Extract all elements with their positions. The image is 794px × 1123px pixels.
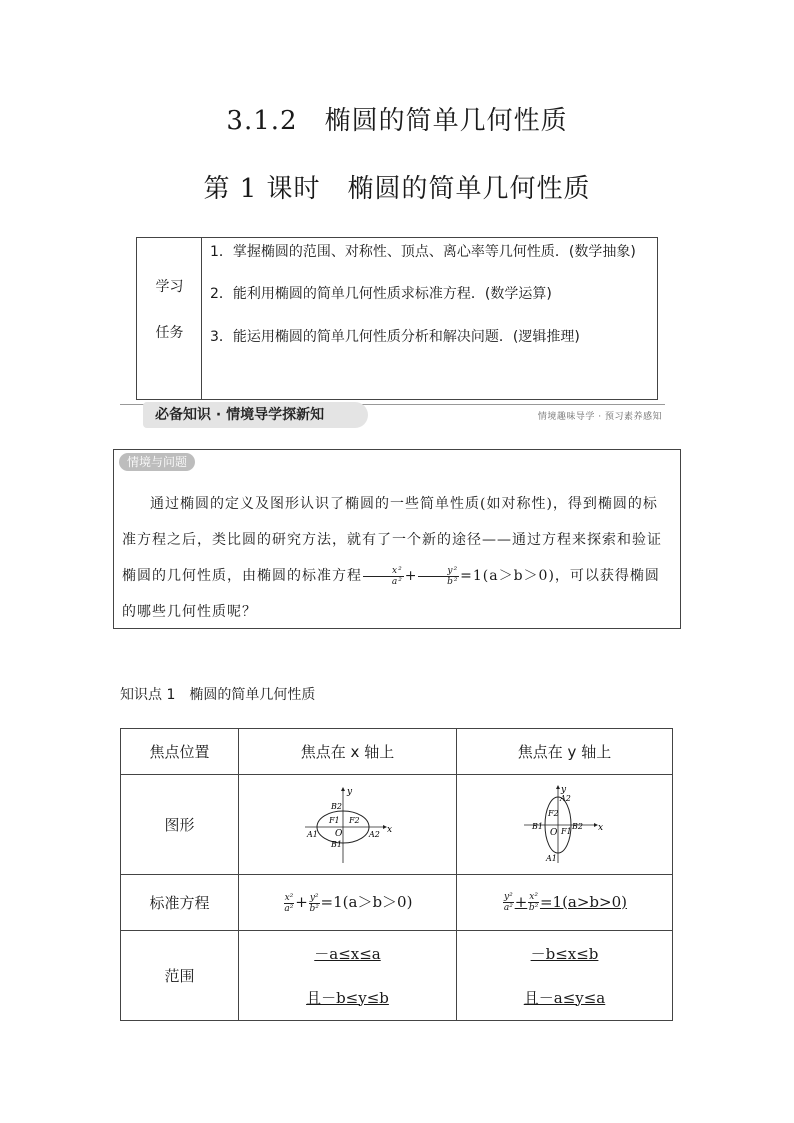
ellipse-figure-x-axis: [303, 785, 393, 865]
objectives-label-column: [137, 238, 202, 399]
range-y-cell: [457, 931, 673, 1021]
range-x-line1: －a≤x≤a: [314, 944, 381, 963]
lesson-subtitle: 第 1 课时 椭圆的简单几何性质: [203, 174, 591, 204]
objectives-list: [210, 238, 651, 351]
header-focus-position: 焦点位置: [121, 729, 239, 775]
objectives-label-top: 学习: [155, 279, 184, 295]
svg-text:x: x: [597, 822, 603, 833]
fraction-x2-a2: $\frac{\text{x²}}{\text{a²}}$: [363, 566, 404, 587]
scenario-tag: 情境与问题: [119, 453, 195, 471]
svg-text:B2: B2: [571, 821, 583, 831]
svg-text:F1: F1: [328, 815, 340, 825]
range-x-line2: 且－b≤y≤b: [306, 988, 389, 1007]
row-label-figure: 图形: [121, 775, 239, 875]
row-label-range: 范围: [121, 931, 239, 1021]
table-row-equation: [121, 875, 673, 931]
objectives-label-bottom: 任务: [155, 325, 184, 341]
equation-y-cell: $\frac{\text{y²}}{\text{a²}}$ + $\frac{\text{x²}}{\text{b²}}$ =1(a>b>0): [457, 875, 673, 931]
objective-item: 3．能运用椭圆的简单几何性质分析和解决问题．(逻辑推理): [210, 329, 580, 345]
header-focus-on-y: 焦点在 y 轴上: [457, 729, 673, 775]
svg-text:y: y: [346, 786, 352, 797]
svg-text:F2: F2: [348, 815, 360, 825]
table-row-figure: [121, 775, 673, 875]
svg-text:B1: B1: [531, 821, 543, 831]
svg-text:A2: A2: [559, 793, 571, 803]
scenario-box: [113, 449, 681, 629]
objective-item: 1．掌握椭圆的范围、对称性、顶点、离心率等几何性质．(数学抽象): [210, 244, 636, 260]
page-title: 3.1.2 椭圆的简单几何性质: [226, 106, 568, 136]
ellipse-figure-y-cell: [457, 775, 673, 875]
knowledge-point-heading: 知识点 1 椭圆的简单几何性质: [120, 687, 316, 703]
svg-text:B2: B2: [330, 801, 342, 811]
ellipse-properties-table: [120, 728, 673, 1021]
svg-text:O: O: [549, 827, 557, 838]
ellipse-figure-x-cell: [239, 775, 457, 875]
scenario-text-before: 通过椭圆的定义及图形认识了椭圆的一些简单性质(如对称性)，得到椭圆的标准方程之后，类比圆的研究方法，就有了一个新的途径——通过方程来探索和验证椭圆的几何性质，由椭圆的标准方程: [122, 496, 662, 584]
range-x-cell: [239, 931, 457, 1021]
svg-text:O: O: [334, 828, 342, 839]
table-header-row: [121, 729, 673, 775]
svg-text:y: y: [560, 784, 566, 795]
row-label-standard-equation: 标准方程: [121, 875, 239, 931]
section-banner-title: 必备知识 · 情境导学探新知: [143, 402, 368, 428]
range-y-line1: －b≤x≤b: [530, 944, 599, 963]
objective-item: 2．能利用椭圆的简单几何性质求标准方程．(数学运算): [210, 286, 552, 302]
equation-x-suffix: =1(a＞b＞0): [320, 893, 413, 912]
svg-text:A2: A2: [368, 829, 380, 839]
ellipse-figure-y-axis: [520, 785, 610, 865]
scenario-text: 通过椭圆的定义及图形认识了椭圆的一些简单性质(如对称性)，得到椭圆的标准方程之后，类比圆的研究方法，就有了一个新的途径——通过方程来探索和验证椭圆的几何性质，由椭圆的标准方程 $\frac{\text{x²}}{\text{a²}}$ + $\frac{\text{y²}}{\text{b²}}$ =1(a＞b＞0)，可以获得椭圆的哪些几何性质呢？: [122, 496, 662, 620]
range-y-line2: 且－a≤y≤a: [523, 988, 606, 1007]
svg-text:B1: B1: [330, 839, 342, 849]
equation-y-suffix: =1(a>b>0): [539, 892, 627, 911]
fraction-y2-b2: $\frac{\text{y²}}{\text{b²}}$: [418, 566, 459, 587]
learning-objectives-box: [136, 237, 658, 400]
svg-text:A1: A1: [545, 853, 557, 863]
table-row-range: [121, 931, 673, 1021]
svg-text:A1: A1: [306, 829, 318, 839]
header-focus-on-x: 焦点在 x 轴上: [239, 729, 457, 775]
svg-text:x: x: [386, 824, 392, 835]
scenario-text-after: =1(a＞b＞0)，可以获得椭圆的哪些几何性质呢？: [122, 568, 660, 620]
equation-x-cell: $\frac{\text{x²}}{\text{a²}}$ + $\frac{\text{y²}}{\text{b²}}$ =1(a＞b＞0): [239, 875, 457, 931]
svg-text:F1: F1: [560, 826, 572, 836]
section-banner-subtitle: 情境趣味导学 · 预习素养感知: [537, 412, 662, 422]
svg-text:F2: F2: [547, 808, 559, 818]
